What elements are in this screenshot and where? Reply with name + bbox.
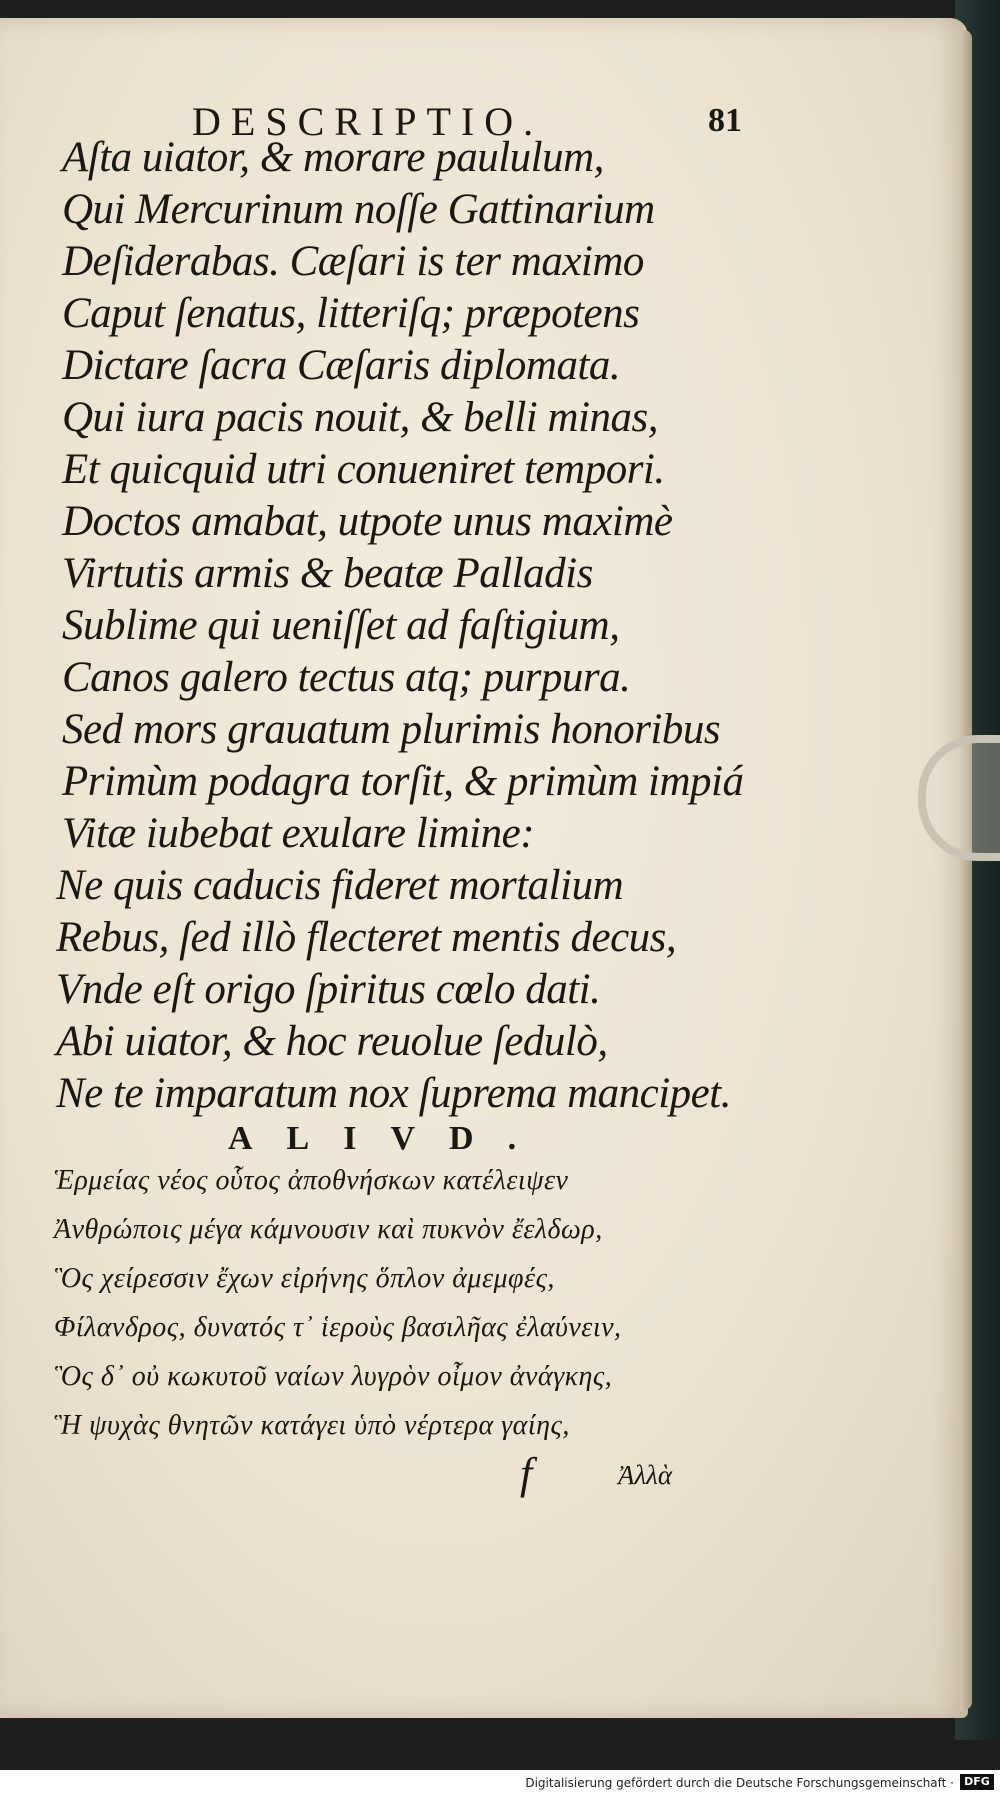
page-number: 81 bbox=[708, 102, 742, 139]
latin-verse-line: Ne te imparatum nox ſuprema mancipet. bbox=[56, 1070, 731, 1117]
latin-verse-line: Virtutis armis & beatæ Palladis bbox=[62, 550, 593, 597]
greek-verse-line: Ἀνθρώποις μέγα κάμνουσιν καὶ πυκνὸν ἔελδωρ, bbox=[54, 1214, 603, 1245]
greek-verse-line: Ἣ ψυχὰς θνητῶν κατάγει ὑπὸ νέρτερα γαίης, bbox=[54, 1410, 570, 1441]
latin-verse-line: Aſta uiator, & morare paululum, bbox=[62, 134, 604, 181]
greek-verse-line: Ὃς χείρεσσιν ἔχων εἰρήνης ὅπλον ἀμεμφές, bbox=[54, 1263, 555, 1294]
latin-verse-line: Qui Mercurinum noſſe Gattinarium bbox=[62, 186, 655, 233]
latin-verse-line: Sublime qui ueniſſet ad faſtigium, bbox=[62, 602, 620, 649]
latin-verse-line: Canos galero tectus atq; purpura. bbox=[62, 654, 631, 701]
latin-verse-line: Vnde eſt origo ſpiritus cœlo dati. bbox=[56, 966, 601, 1013]
latin-verse-line: Vitæ iubebat exulare limine: bbox=[62, 810, 535, 857]
running-head: DESCRIPTIO. bbox=[192, 99, 544, 144]
dfg-logo-icon: DFG bbox=[960, 1774, 994, 1790]
latin-verse-line: Abi uiator, & hoc reuolue ſedulò, bbox=[56, 1018, 608, 1065]
latin-verse-line: Qui iura pacis nouit, & belli minas, bbox=[62, 394, 658, 441]
latin-verse-line: Rebus, ſed illò flecteret mentis decus, bbox=[56, 914, 677, 961]
latin-verse-line: Dictare ſacra Cæſaris diplomata. bbox=[62, 342, 621, 389]
latin-verse-line: Et quicquid utri conueniret tempori. bbox=[62, 446, 665, 493]
latin-verse-line: Sed mors grauatum plurimis honoribus bbox=[62, 706, 721, 753]
page-fore-edge bbox=[960, 30, 972, 1710]
latin-verse-line: Primùm podagra torſit, & primùm impiá bbox=[62, 758, 744, 805]
footer-credit: Digitalisierung gefördert durch die Deutsche Forschungsgemeinschaft · bbox=[525, 1776, 954, 1790]
latin-verse-line: Deſiderabas. Cæſari is ter maximo bbox=[62, 238, 644, 285]
greek-verse-line: Φίλανδρος, δυνατός τ᾽ ἱεροὺς βασιλῆας ἐλαύνειν, bbox=[54, 1312, 622, 1343]
latin-verse-line: Ne quis caducis fideret mortalium bbox=[56, 862, 624, 909]
section-heading: ALIVD. bbox=[228, 1120, 551, 1157]
greek-verse-line: Ἑρμείας νέος οὗτος ἀποθνήσκων κατέλειψεν bbox=[54, 1165, 569, 1196]
signature-mark: f bbox=[520, 1449, 533, 1498]
latin-verse-line: Doctos amabat, utpote unus maximè bbox=[62, 498, 673, 545]
greek-verse-line: Ὃς δ᾽ οὐ κωκυτοῦ ναίων λυγρὸν οἶμον ἀνάγκης, bbox=[54, 1361, 613, 1392]
catchword: Ἀλλὰ bbox=[618, 1460, 673, 1490]
latin-verse-line: Caput ſenatus, litteriſq; præpotens bbox=[62, 290, 640, 337]
